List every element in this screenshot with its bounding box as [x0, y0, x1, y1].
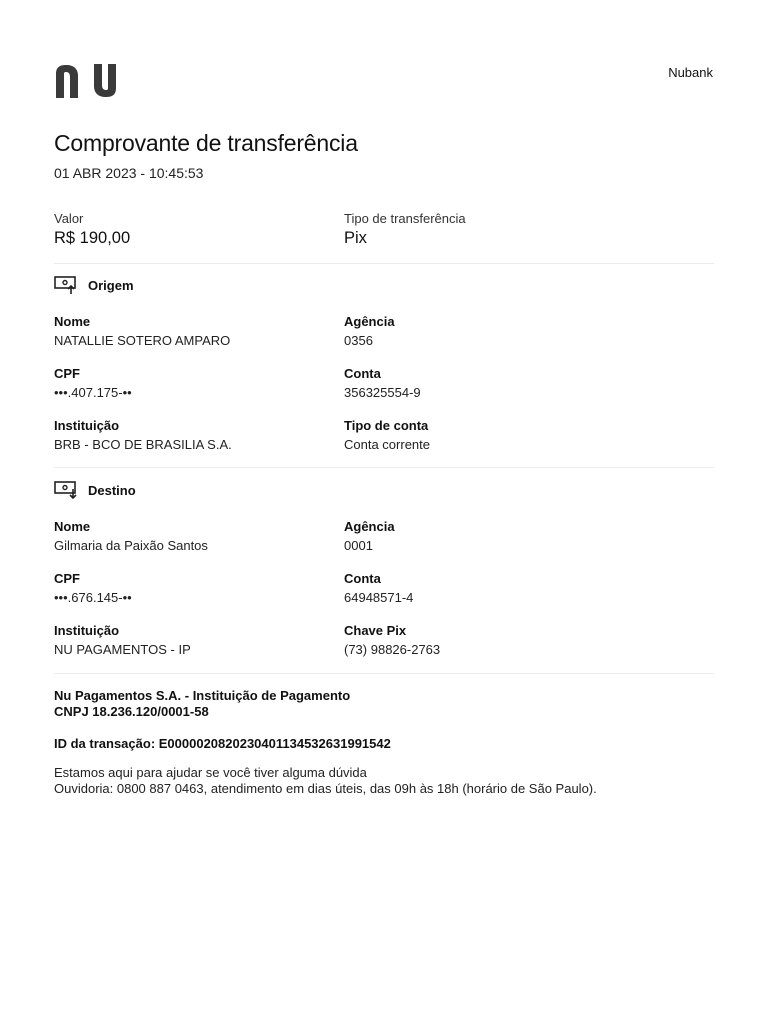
destination-field-pix-key	[344, 623, 440, 657]
origin-field-institution	[54, 418, 232, 452]
type-label: Tipo de transferência	[344, 211, 466, 226]
nubank-logo	[54, 64, 118, 98]
destination-section-header	[54, 479, 136, 501]
field-value: 0001	[344, 538, 373, 553]
company-cnpj: CNPJ 18.236.120/0001-58	[54, 704, 209, 719]
value-label: Valor	[54, 211, 84, 226]
field-label: CPF	[54, 366, 80, 381]
company-info	[54, 688, 350, 720]
field-value: •••.407.175-••	[54, 385, 132, 400]
origin-field-account	[344, 366, 421, 400]
destination-field-account	[344, 571, 413, 605]
field-value: 0356	[344, 333, 373, 348]
send-money-icon	[54, 275, 78, 295]
destination-field-name	[54, 519, 208, 553]
transfer-datetime: 01 ABR 2023 - 10:45:53	[54, 165, 204, 181]
field-label: Tipo de conta	[344, 418, 429, 433]
help-text: Estamos aqui para ajudar se você tiver alguma dúvida	[54, 765, 367, 780]
brand-name: Nubank	[668, 65, 713, 80]
field-label: Instituição	[54, 418, 120, 433]
field-label: Conta	[344, 571, 381, 586]
destination-field-agency	[344, 519, 395, 553]
field-value: 356325554-9	[344, 385, 421, 400]
field-value: NATALLIE SOTERO AMPARO	[54, 333, 231, 348]
origin-field-account-type	[344, 418, 430, 452]
page-title: Comprovante de transferência	[54, 130, 358, 156]
transfer-value: R$ 190,00	[54, 229, 131, 247]
divider	[54, 673, 714, 674]
transaction-id: ID da transação: E0000020820230401134532631991542	[54, 736, 391, 751]
origin-field-name	[54, 314, 230, 348]
field-value: BRB - BCO DE BRASILIA S.A.	[54, 437, 232, 452]
field-label: CPF	[54, 571, 80, 586]
field-value: (73) 98826-2763	[344, 642, 441, 657]
field-value: NU PAGAMENTOS - IP	[54, 642, 191, 657]
destination-field-cpf	[54, 571, 132, 605]
origin-title: Origem	[88, 277, 134, 293]
origin-section-header	[54, 274, 134, 296]
field-label: Chave Pix	[344, 623, 407, 638]
help-info	[54, 765, 597, 797]
receive-money-icon	[54, 480, 78, 500]
field-value: 64948571-4	[344, 590, 414, 605]
type-block	[344, 211, 466, 248]
field-value: •••.676.145-••	[54, 590, 132, 605]
divider	[54, 263, 714, 264]
divider	[54, 467, 714, 468]
field-label: Nome	[54, 314, 91, 329]
field-label: Conta	[344, 366, 381, 381]
origin-field-cpf	[54, 366, 132, 400]
field-value: Gilmaria da Paixão Santos	[54, 538, 208, 553]
ombudsman-text: Ouvidoria: 0800 887 0463, atendimento em dias úteis, das 09h às 18h (horário de São Paulo).	[54, 781, 597, 796]
field-label: Agência	[344, 519, 395, 534]
field-value: Conta corrente	[344, 437, 430, 452]
destination-field-institution	[54, 623, 191, 657]
origin-field-agency	[344, 314, 395, 348]
destination-title: Destino	[88, 482, 136, 498]
field-label: Agência	[344, 314, 395, 329]
field-label: Nome	[54, 519, 91, 534]
transfer-type: Pix	[344, 229, 367, 247]
company-name: Nu Pagamentos S.A. - Instituição de Pagamento	[54, 688, 351, 703]
value-block	[54, 211, 130, 248]
field-label: Instituição	[54, 623, 120, 638]
